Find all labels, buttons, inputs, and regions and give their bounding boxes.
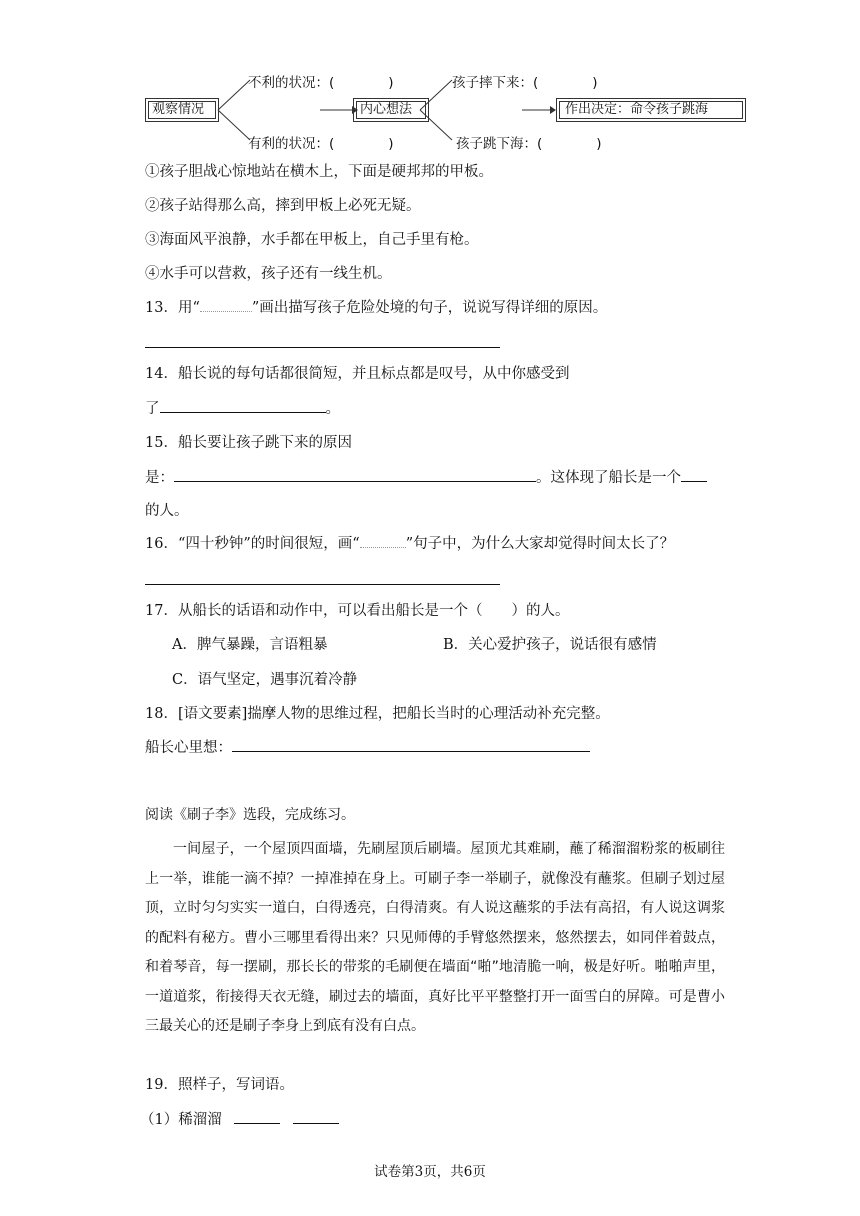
question-17: 17．从船长的话语和动作中，可以看出船长是一个（ ）的人。 (145, 603, 570, 619)
question-15-line2: 是： 。这体现了船长是一个 (145, 467, 707, 488)
choice-c[interactable]: C．语气坚定，遇事沉着冷静 (172, 672, 358, 688)
underline-sample-16 (360, 535, 406, 548)
page-footer: 试卷第3页，共6页 (374, 1164, 486, 1180)
answer-blank-15-reason[interactable] (174, 467, 536, 482)
question-18-prompt: 船长心里想： (145, 737, 590, 758)
answer-line-13[interactable] (145, 347, 500, 348)
choice-b[interactable]: B．关心爱护孩子，说话很有感情 (443, 637, 657, 653)
question-18: 18．[语文要素]揣摩人物的思维过程，把船长当时的心理活动补充完整。 (145, 706, 610, 722)
answer-blank-14[interactable] (160, 398, 326, 413)
question-19: 19．照样子，写词语。 (145, 1077, 294, 1093)
question-14-line2: 了 。 (145, 398, 340, 419)
choice-a[interactable]: A．脾气暴躁，言语粗暴 (172, 637, 328, 653)
underline-sample (200, 299, 252, 312)
question-14: 14．船长说的每句话都很简短，并且标点都是叹号，从中你感受到 (145, 366, 570, 382)
question-16: 16．“四十秒钟”的时间很短，画“ ”句子中，为什么大家却觉得时间太长了？ (145, 536, 675, 552)
question-13: 13．用“ ”画出描写孩子危险处境的句子，说说写得详细的原因。 (145, 300, 608, 316)
answer-blank-15-trait[interactable] (681, 467, 707, 482)
question-19-item-1: （1）稀溜溜 (140, 1109, 339, 1130)
diagram-jump-label: 孩子跳下海：( ) (456, 136, 602, 152)
question-15-line3: 的人。 (145, 503, 189, 519)
diagram-favorable-label: 有利的状况：( ) (248, 136, 394, 152)
reading-passage: 一间屋子，一个屋顶四面墙，先刷屋顶后刷墙。屋顶尤其难刷，蘸了稀溜溜粉浆的板刷往上一举，谁能一滴不掉？一掉准掉在身上。可刷子李一举刷子，就像没有蘸浆。但刷子划过屋顶，立时匀匀实实一道白，白得透亮，白得清爽。有人说这蘸浆的手法有高招，有人说这调浆的配料有秘方。曹小三哪里看得出来？只见师傅的手臂悠然摆来，悠然摆去，如同伴着鼓点，和着琴音，每一摆刷，那长长的带浆的毛刷便在墙面“啪”地清脆一响，极是好听。啪啪声里，一道道浆，衔接得天衣无缝，刷过去的墙面，真好比平平整整打开一面雪白的屏障。可是曹小三最关心的还是刷子李身上到底有没有白点。 (145, 841, 725, 1034)
answer-blank-18[interactable] (232, 737, 590, 752)
answer-line-16[interactable] (145, 584, 500, 585)
option-3: ③海面风平浪静，水手都在甲板上，自己手里有枪。 (145, 232, 479, 248)
answer-blank-19b[interactable] (293, 1109, 339, 1124)
option-4: ④水手可以营救，孩子还有一线生机。 (145, 266, 392, 282)
diagram-unfavorable-label: 不利的状况：( ) (248, 75, 394, 91)
diagram-think-box: 内心想法 (353, 98, 429, 122)
diagram-branch-lines (0, 0, 860, 160)
reading-intro: 阅读《刷子李》选段，完成练习。 (145, 807, 355, 823)
diagram-observe-box: 观察情况 (145, 98, 219, 122)
diagram-fall-label: 孩子摔下来：( ) (452, 75, 598, 91)
question-15: 15．船长要让孩子跳下来的原因 (145, 435, 352, 451)
diagram-decide-box: 作出决定：命令孩子跳海 (556, 98, 746, 122)
option-1: ①孩子胆战心惊地站在横木上，下面是硬邦邦的甲板。 (145, 164, 493, 180)
option-2: ②孩子站得那么高，摔到甲板上必死无疑。 (145, 198, 421, 214)
answer-blank-19a[interactable] (234, 1109, 280, 1124)
